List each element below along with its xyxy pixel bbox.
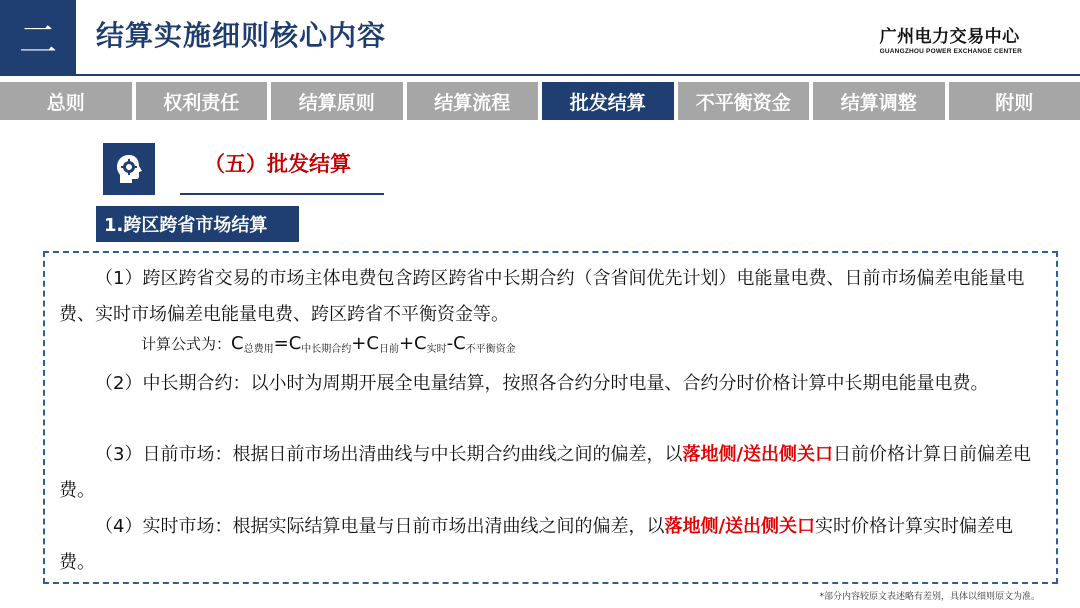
paragraph-3 <box>59 437 1039 509</box>
formula-c-rt: C <box>414 333 427 354</box>
formula-sub-imb: 不平衡资金 <box>465 344 516 355</box>
nav-tab-principles[interactable]: 结算原则 <box>271 82 403 120</box>
paragraph-4-text-after: 实时价格计算实时偏差电费。 <box>59 516 1014 573</box>
paragraph-3-highlight: 落地侧/送出侧关口 <box>682 444 834 465</box>
formula-c-imb: C <box>453 333 466 354</box>
formula-plus-1: + <box>351 333 367 354</box>
paragraph-4 <box>59 509 1039 581</box>
formula-sub-day: 日前 <box>378 344 399 355</box>
formula-c-total: C <box>231 333 244 354</box>
nav-tab-general[interactable]: 总则 <box>0 82 132 120</box>
paragraph-1-text: （1）跨区跨省交易的市场主体电费包含跨区跨省中长期合约（含省间优先计划）电能量电费、日前市场偏差电能量电费、实时市场偏差电能量电费、跨区跨省不平衡资金等。 <box>59 268 1025 325</box>
formula-plus-2: + <box>398 333 415 354</box>
section-title: （五）批发结算 <box>204 152 351 176</box>
nav-tab-appendix[interactable]: 附则 <box>949 82 1080 120</box>
nav-tab-wholesale[interactable]: 批发结算 <box>542 82 674 120</box>
header-divider <box>76 74 1080 76</box>
paragraph-3-text-after: 日前价格计算日前偏差电费。 <box>59 444 1032 501</box>
paragraph-2 <box>59 366 1039 402</box>
chapter-number-block <box>0 0 76 76</box>
paragraph-4-highlight: 落地侧/送出侧关口 <box>664 516 816 537</box>
formula-sub-mid: 中长期合约 <box>301 344 352 355</box>
paragraph-3-text-before: （3）日前市场：根据日前市场出清曲线与中长期合约曲线之间的偏差，以 <box>95 444 683 465</box>
section-underline <box>180 193 384 195</box>
paragraph-4-text-before: （4）实时市场：根据实际结算电量与日前市场出清曲线之间的偏差，以 <box>95 516 665 537</box>
content-box <box>43 251 1058 584</box>
chapter-nav <box>0 82 1080 120</box>
nav-tab-rights[interactable]: 权利责任 <box>136 82 268 120</box>
brand-name-en: GUANGZHOU POWER EXCHANGE CENTER <box>879 48 1022 55</box>
paragraph-2-text: （2）中长期合约：以小时为周期开展全电量结算，按照各合约分时电量、合约分时价格计算中长期电能量电费。 <box>95 373 989 394</box>
brand-name-cn: 广州电力交易中心 <box>879 27 1020 47</box>
formula-c-mid: C <box>288 333 302 354</box>
formula <box>141 333 516 355</box>
formula-sub-total: 总费用 <box>243 344 274 355</box>
subsection-title: 1.跨区跨省市场结算 <box>96 206 299 242</box>
page-title: 结算实施细则核心内容 <box>96 19 387 52</box>
formula-sub-rt: 实时 <box>426 344 447 355</box>
paragraph-1 <box>59 261 1039 333</box>
formula-eq: = <box>273 333 289 354</box>
head-gear-icon <box>103 143 155 195</box>
chapter-number: 二 <box>18 17 57 62</box>
footnote: *部分内容较原文表述略有差别，具体以细则原文为准。 <box>819 592 1040 602</box>
formula-prefix: 计算公式为： <box>141 335 232 353</box>
formula-minus: - <box>446 333 454 354</box>
brand-logo <box>880 22 1022 55</box>
nav-tab-adjustment[interactable]: 结算调整 <box>813 82 945 120</box>
nav-tab-imbalance[interactable]: 不平衡资金 <box>678 82 810 120</box>
formula-c-day: C <box>366 333 379 354</box>
nav-tab-process[interactable]: 结算流程 <box>407 82 539 120</box>
